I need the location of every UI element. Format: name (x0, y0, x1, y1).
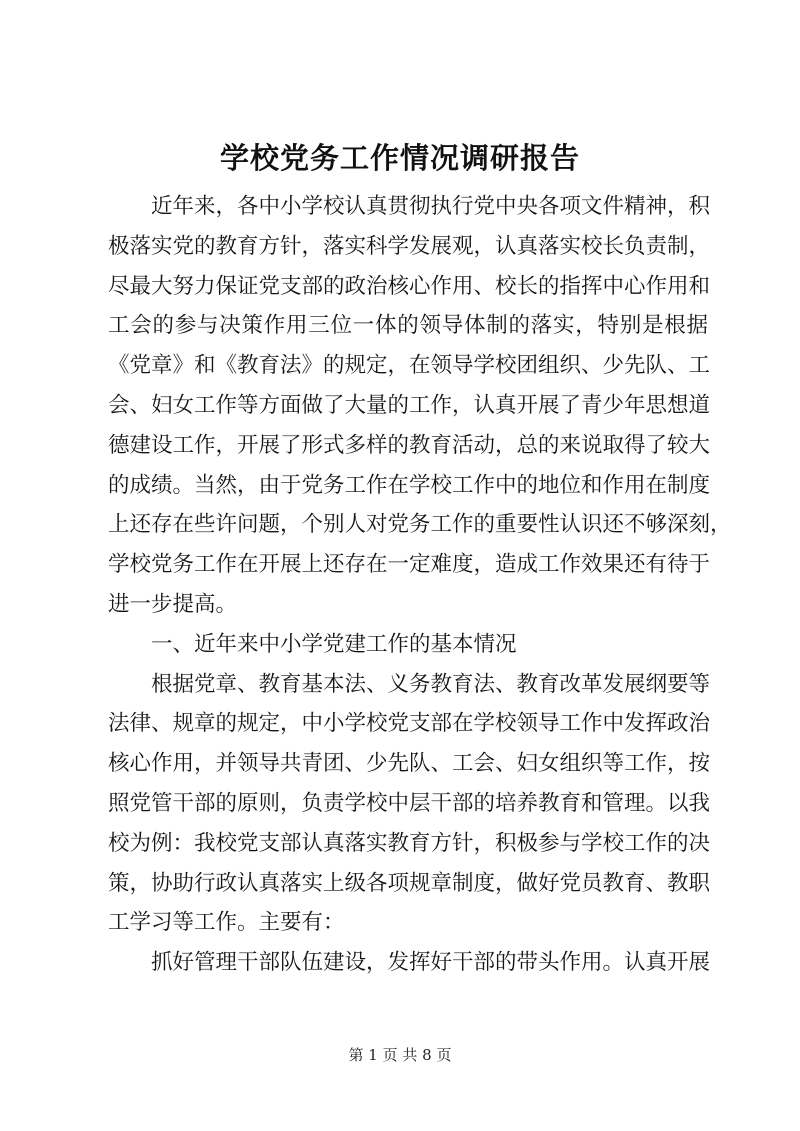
document-title: 学校党务工作情况调研报告 (219, 141, 580, 175)
paragraph-line: 工学习等工作。主要有： (108, 910, 345, 936)
paragraph-line: 上还存在些许问题，个别人对党务工作的重要性认识还不够深刻， (108, 512, 732, 538)
section-heading: 一、近年来中小学党建工作的基本情况 (151, 631, 517, 657)
paragraph-line: 核心作用，并领导共青团、少先队、工会、妇女组织等工作，按 (108, 751, 711, 777)
paragraph-line: 根据党章、教育基本法、义务教育法、教育改革发展纲要等 (151, 671, 711, 697)
paragraph-line: 的成绩。当然，由于党务工作在学校工作中的地位和作用在制度 (108, 472, 711, 498)
paragraph-line: 校为例：我校党支部认真落实教育方针，积极参与学校工作的决 (108, 830, 711, 856)
paragraph-line: 策，协助行政认真落实上级各项规章制度，做好党员教育、教职 (108, 870, 711, 896)
paragraph-line: 法律、规章的规定，中小学校党支部在学校领导工作中发挥政治 (108, 711, 711, 737)
paragraph-line: 抓好管理干部队伍建设，发挥好干部的带头作用。认真开展 (151, 950, 711, 976)
paragraph-line: 近年来，各中小学校认真贯彻执行党中央各项文件精神，积 (151, 194, 711, 219)
paragraph-line: 《党章》和《教育法》的规定，在领导学校团组织、少先队、工 (108, 353, 711, 379)
paragraph-line: 进一步提高。 (108, 591, 238, 617)
paragraph-line: 学校党务工作在开展上还存在一定难度，造成工作效果还有待于 (108, 552, 711, 578)
paragraph-line: 照党管干部的原则，负责学校中层干部的培养教育和管理。以我 (108, 790, 711, 816)
paragraph-line: 工会的参与决策作用三位一体的领导体制的落实，特别是根据 (108, 313, 708, 339)
paragraph-line: 会、妇女工作等方面做了大量的工作，认真开展了青少年思想道 (108, 392, 711, 418)
paragraph-line: 极落实党的教育方针，落实科学发展观，认真落实校长负责制， (108, 233, 711, 259)
document-body (108, 187, 732, 983)
page-footer: 第 1 页 共 8 页 (348, 1046, 452, 1064)
paragraph-line: 尽最大努力保证党支部的政治核心作用、校长的指挥中心作用和 (108, 273, 711, 299)
paragraph-line: 德建设工作，开展了形式多样的教育活动，总的来说取得了较大 (108, 432, 711, 458)
